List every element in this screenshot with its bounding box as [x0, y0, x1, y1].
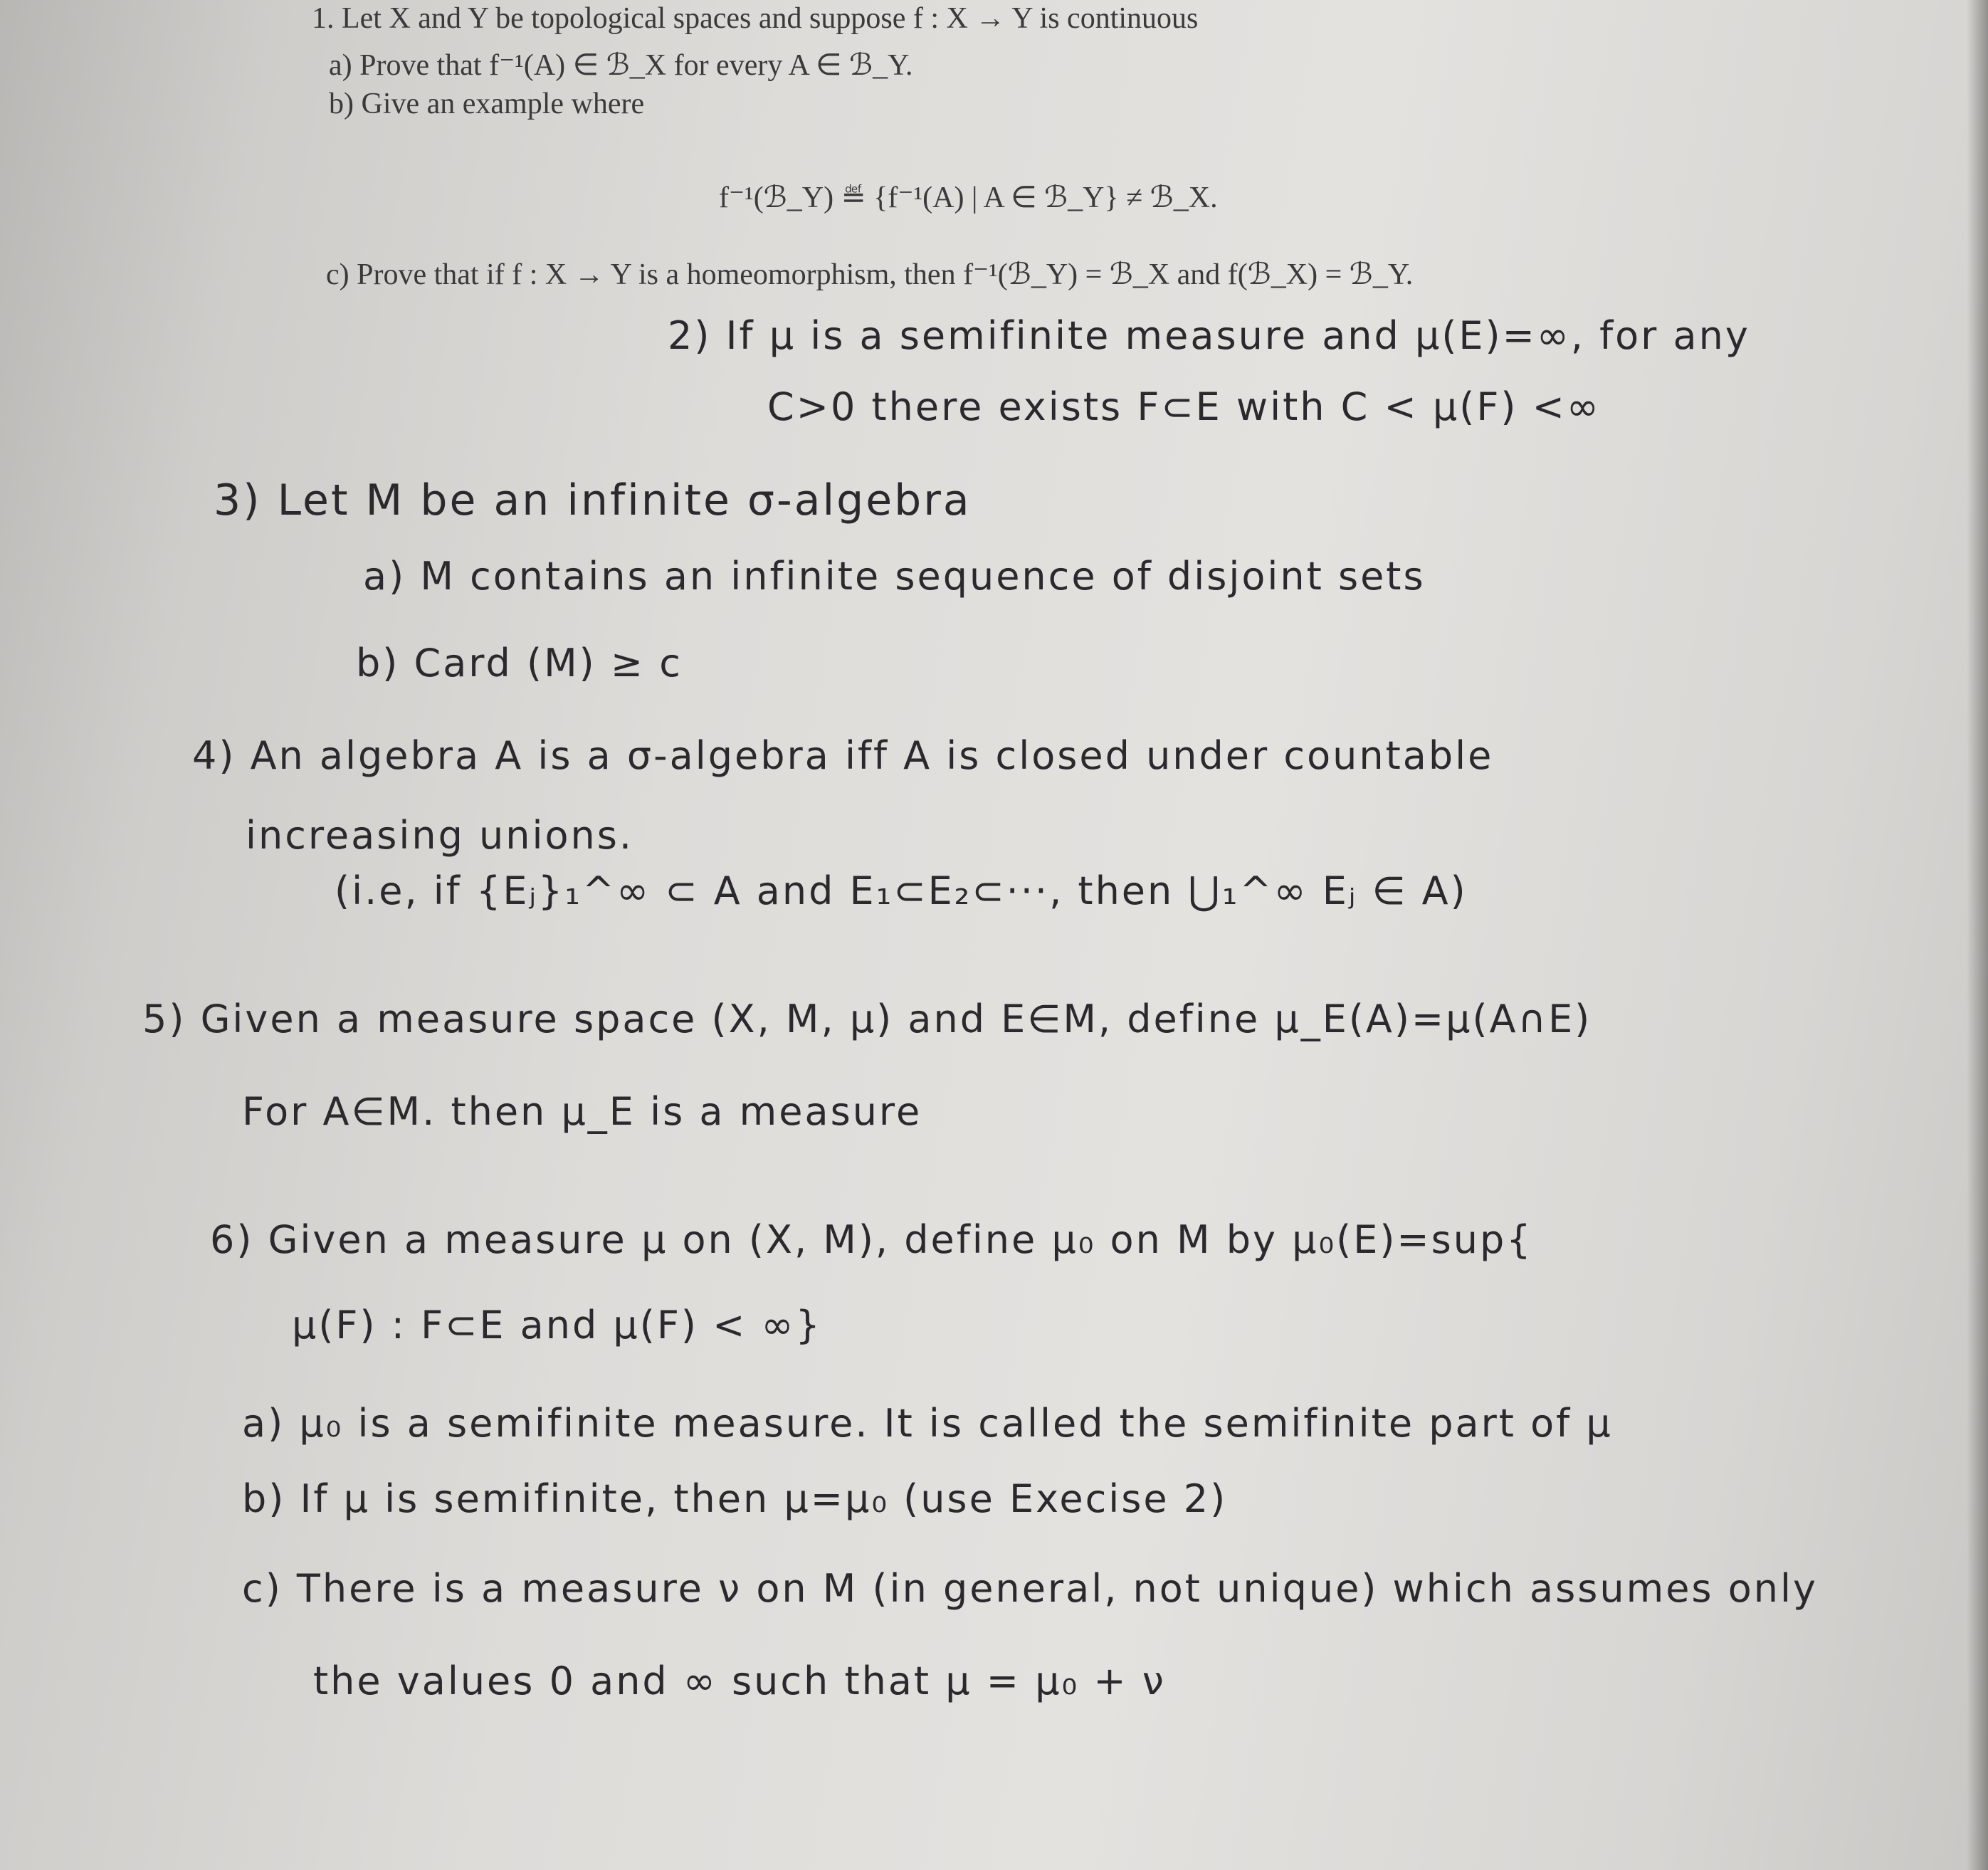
question-6c-line-2: the values 0 and ∞ such that μ = μ₀ + ν: [313, 1659, 1166, 1703]
question-5-line-1: 5) Given a measure space (X, M, μ) and E∈M, define μ_E(A)=μ(A∩E): [142, 997, 1592, 1041]
question-2-line-1: 2) If μ is a semifinite measure and μ(E)=∞, for any: [668, 313, 1750, 358]
question-6a: a) μ₀ is a semifinite measure. It is called the semifinite part of μ: [242, 1401, 1613, 1446]
question-4-line-3: (i.e, if {Eⱼ}₁^∞ ⊂ A and E₁⊂E₂⊂···, then ⋃₁^∞ Eⱼ ∈ A): [335, 868, 1468, 913]
page-edge-shadow: [1967, 0, 1988, 1870]
question-3: 3) Let M be an infinite σ-algebra: [214, 476, 972, 525]
question-4-line-1: 4) An algebra A is a σ-algebra iff A is closed under countable: [192, 733, 1494, 778]
question-3a: a) M contains an infinite sequence of disjoint sets: [363, 554, 1426, 599]
question-6b: b) If μ is semifinite, then μ=μ₀ (use Execise 2): [242, 1476, 1228, 1521]
question-6-line-1: 6) Given a measure μ on (X, M), define μ₀ on M by μ₀(E)=sup{: [210, 1217, 1533, 1262]
question-1c: c) Prove that if f : X → Y is a homeomorphism, then f⁻¹(ℬ_Y) = ℬ_X and f(ℬ_X) = ℬ_Y.: [326, 258, 1414, 291]
question-3b: b) Card (M) ≥ c: [356, 641, 683, 686]
question-1b: b) Give an example where: [329, 88, 645, 120]
question-1: 1. Let X and Y be topological spaces and suppose f : X → Y is continuous: [312, 2, 1199, 35]
question-4-line-2: increasing unions.: [246, 813, 634, 858]
question-5-line-2: For A∈M. then μ_E is a measure: [242, 1089, 922, 1134]
question-6-line-2: μ(F) : F⊂E and μ(F) < ∞}: [292, 1303, 822, 1348]
question-6c-line-1: c) There is a measure ν on M (in general, not unique) which assumes only: [242, 1566, 1818, 1611]
question-1b-formula: f⁻¹(ℬ_Y) ≝ {f⁻¹(A) | A ∈ ℬ_Y} ≠ ℬ_X.: [719, 182, 1218, 214]
question-1a: a) Prove that f⁻¹(A) ∈ ℬ_X for every A ∈ ℬ_Y.: [329, 49, 913, 82]
question-2-line-2: C>0 there exists F⊂E with C < μ(F) <∞: [767, 384, 1601, 429]
